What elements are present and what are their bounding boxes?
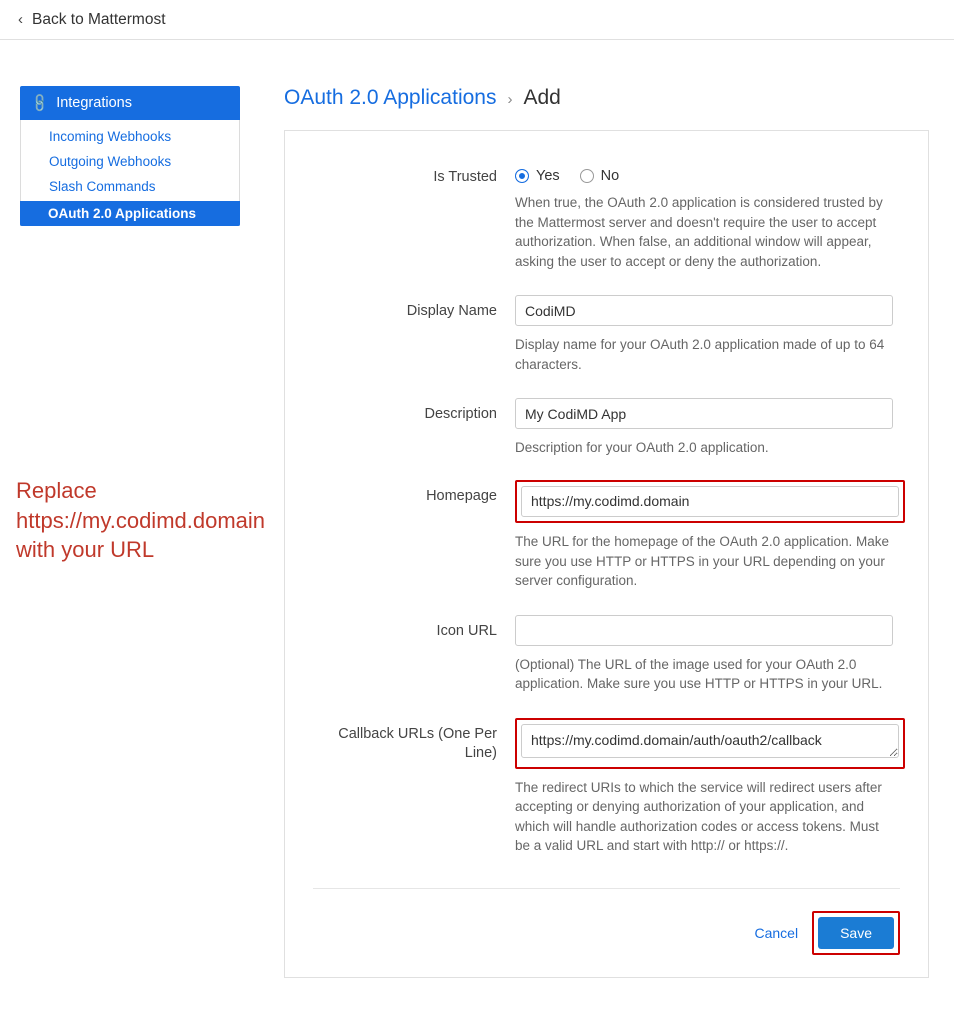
radio-is-trusted-yes[interactable] — [515, 168, 560, 184]
breadcrumb-separator-icon: › — [507, 91, 513, 108]
radio-is-trusted-no[interactable] — [580, 168, 620, 184]
back-bar — [0, 0, 954, 40]
description-label: Description — [424, 406, 497, 423]
row-description — [313, 398, 900, 476]
breadcrumb-root-link[interactable]: OAuth 2.0 Applications — [284, 86, 497, 109]
is-trusted-help: When true, the OAuth 2.0 application is considered trusted by the Mattermost server and doesn't require the user to accept authorization. When false, an additional window will appear, asking the user to accept or deny the authorization. — [515, 195, 883, 269]
row-callback-urls — [313, 718, 900, 876]
sidebar-item-oauth-applications[interactable]: OAuth 2.0 Applications — [20, 201, 240, 226]
chevron-left-icon[interactable]: ‹ — [18, 11, 23, 28]
radio-dot-selected-icon — [515, 169, 529, 183]
icon-url-help: (Optional) The URL of the image used for your OAuth 2.0 application. Make sure you use HTTP or HTTPS in your URL. — [515, 656, 883, 692]
callback-urls-highlight-box — [515, 718, 905, 769]
homepage-field — [515, 480, 900, 611]
display-name-label: Display Name — [406, 303, 497, 320]
display-name-help: Display name for your OAuth 2.0 application made of up to 64 characters. — [515, 337, 885, 372]
icon-url-field — [515, 615, 900, 714]
callback-urls-field — [515, 718, 900, 876]
annotation-text: Replace https://my.codimd.domain with your URL — [16, 478, 266, 563]
homepage-input[interactable] — [521, 486, 899, 517]
homepage-label: Homepage — [426, 487, 497, 504]
breadcrumb-current: Add — [523, 86, 561, 109]
sidebar-item-slash-commands[interactable]: Slash Commands — [49, 179, 156, 194]
radio-dot-icon — [580, 169, 594, 183]
row-is-trusted — [313, 161, 900, 291]
radio-label-yes: Yes — [536, 168, 560, 184]
icon-url-label: Icon URL — [436, 622, 497, 639]
description-field — [515, 398, 900, 476]
cancel-button[interactable]: Cancel — [754, 925, 799, 941]
display-name-input[interactable] — [515, 295, 893, 326]
breadcrumb — [284, 86, 929, 110]
icon-url-input[interactable] — [515, 615, 893, 646]
add-oauth-app-form — [284, 130, 929, 978]
form-actions — [313, 889, 900, 955]
is-trusted-radio-group — [515, 161, 900, 184]
main-panel — [284, 86, 954, 978]
save-button[interactable]: Save — [818, 917, 894, 949]
row-homepage — [313, 480, 900, 611]
callback-urls-help: The redirect URIs to which the service will redirect users after accepting or denying authorization of your application, and which will handle authorization codes or access tokens. Must be a valid URL and start with http:// or https://. — [515, 779, 882, 854]
sidebar-item-outgoing-webhooks[interactable]: Outgoing Webhooks — [49, 154, 172, 169]
description-input[interactable] — [515, 398, 893, 429]
homepage-highlight-box — [515, 480, 905, 523]
homepage-help: The URL for the homepage of the OAuth 2.0 application. Make sure you use HTTP or HTTPS in your URL depending on your server configuration. — [515, 533, 889, 589]
radio-label-no: No — [600, 168, 620, 184]
save-highlight-box — [812, 911, 900, 955]
sidebar-header — [20, 86, 240, 120]
callback-urls-textarea[interactable] — [521, 724, 899, 758]
callback-urls-label: Callback URLs (One Per Line) — [338, 725, 497, 762]
sidebar-list — [20, 120, 240, 226]
row-display-name — [313, 295, 900, 394]
back-to-mattermost-link[interactable]: Back to Mattermost — [32, 10, 166, 28]
row-icon-url — [313, 615, 900, 714]
display-name-field — [515, 295, 900, 394]
sidebar-header-label: Integrations — [56, 95, 132, 111]
is-trusted-field — [515, 161, 900, 291]
link-icon: 🔗 — [28, 91, 51, 114]
sidebar-item-incoming-webhooks[interactable]: Incoming Webhooks — [49, 129, 172, 144]
is-trusted-label: Is Trusted — [433, 169, 497, 185]
description-help: Description for your OAuth 2.0 application. — [515, 440, 769, 456]
